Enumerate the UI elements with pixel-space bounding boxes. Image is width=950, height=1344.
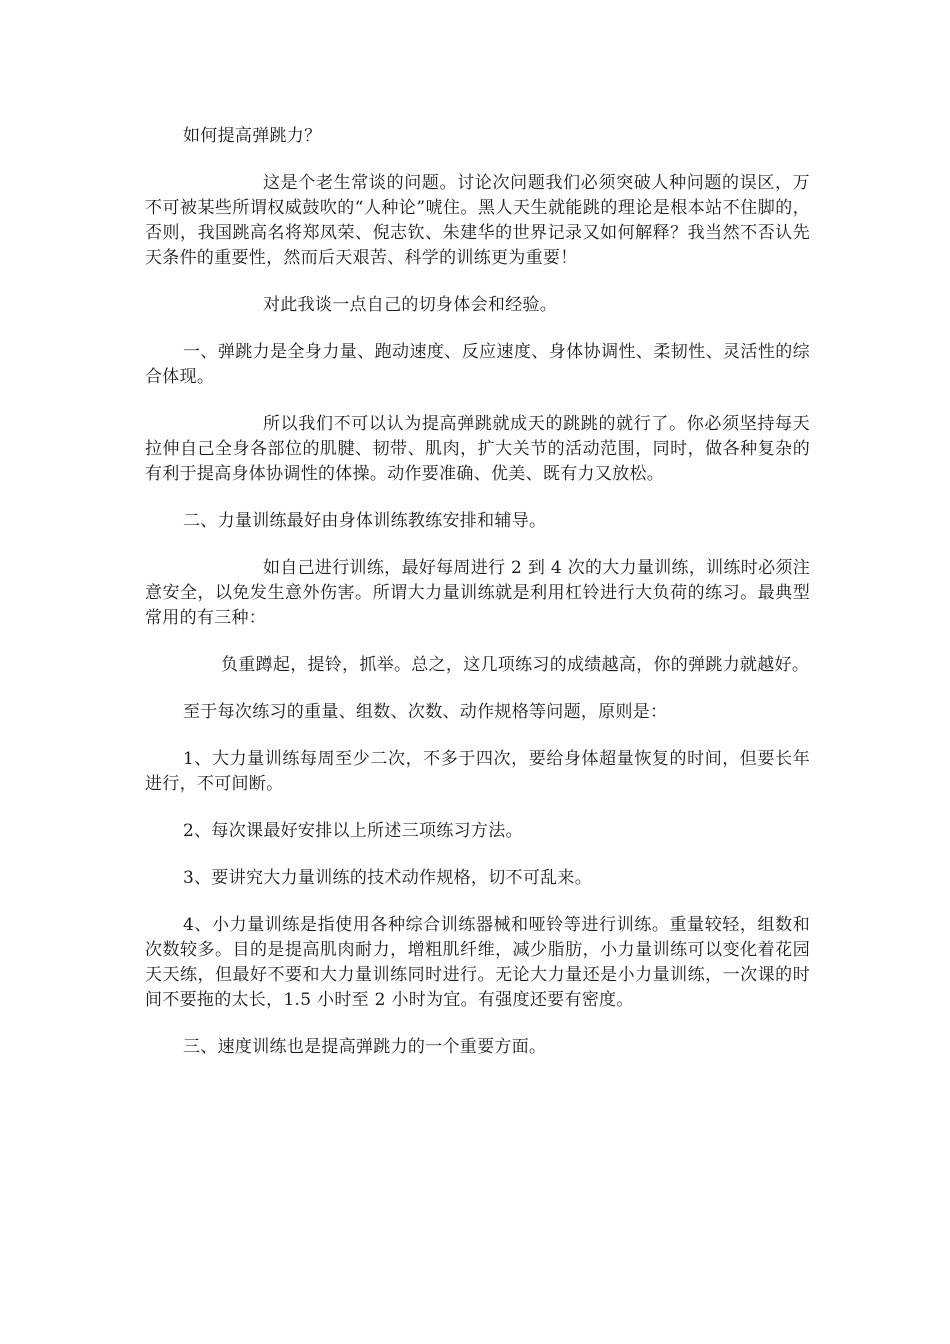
document-body — [145, 124, 810, 1082]
list-item-4: 4、小力量训练是指使用各种综合训练器械和哑铃等进行训练。重量较轻，组数和次数较多。目的是提高肌肉耐力，增粗肌纤维，减少脂肪，小力量训练可以变化着花园天天练，但最好不要和大力量训练同时进行。无论大力量还是小力量训练，一次课的时间不要拖的太长，1.5 小时至 2 小时为宜。有强度还要有密度。 — [145, 915, 810, 1010]
list-item-3: 3、要讲究大力量训练的技术动作规格，切不可乱来。 — [183, 868, 593, 888]
paragraph-stretching: 所以我们不可以认为提高弹跳就成天的跳跳的就行了。你必须坚持每天拉伸自己全身各部位的肌腱、韧带、肌肉，扩大关节的活动范围，同时，做各种复杂的有利于提高身体协调性的体操。动作要准确、优美、既有力又放松。 — [145, 414, 810, 484]
paragraph-exercises: 负重蹲起，提铃，抓举。总之，这几项练习的成绩越高，你的弹跳力就越好。 — [221, 655, 810, 675]
heading-section-1: 一、弹跳力是全身力量、跑动速度、反应速度、身体协调性、柔韧性、灵活性的综合体现。 — [145, 342, 810, 387]
paragraph-strength-training: 如自己进行训练，最好每周进行 2 到 4 次的大力量训练，训练时必须注意安全，以免发生意外伤害。所谓大力量训练就是利用杠铃进行大负荷的练习。最典型常用的有三种： — [145, 558, 810, 628]
heading-section-2: 二、力量训练最好由身体训练教练安排和辅导。 — [183, 511, 547, 531]
paragraph-intro: 这是个老生常谈的问题。讨论次问题我们必须突破人种问题的误区，万不可被某些所谓权威鼓吹的“人种论”唬住。黑人天生就能跳的理论是根本站不住脚的，否则，我国跳高名将郑凤荣、倪志钦、朱建华的世界记录又如何解释？我当然不否认先天条件的重要性，然而后天艰苦、科学的训练更为重要！ — [145, 173, 810, 268]
paragraph-experience: 对此我谈一点自己的切身体会和经验。 — [263, 295, 558, 315]
heading-section-3: 三、速度训练也是提高弹跳力的一个重要方面。 — [183, 1037, 547, 1057]
list-item-2: 2、每次课最好安排以上所述三项练习方法。 — [183, 821, 523, 841]
list-item-1: 1、大力量训练每周至少二次，不多于四次，要给身体超量恢复的时间，但要长年进行，不可间断。 — [145, 749, 810, 794]
paragraph-principles: 至于每次练习的重量、组数、次数、动作规格等问题，原则是： — [183, 702, 668, 722]
document-title: 如何提高弹跳力？ — [183, 126, 322, 146]
